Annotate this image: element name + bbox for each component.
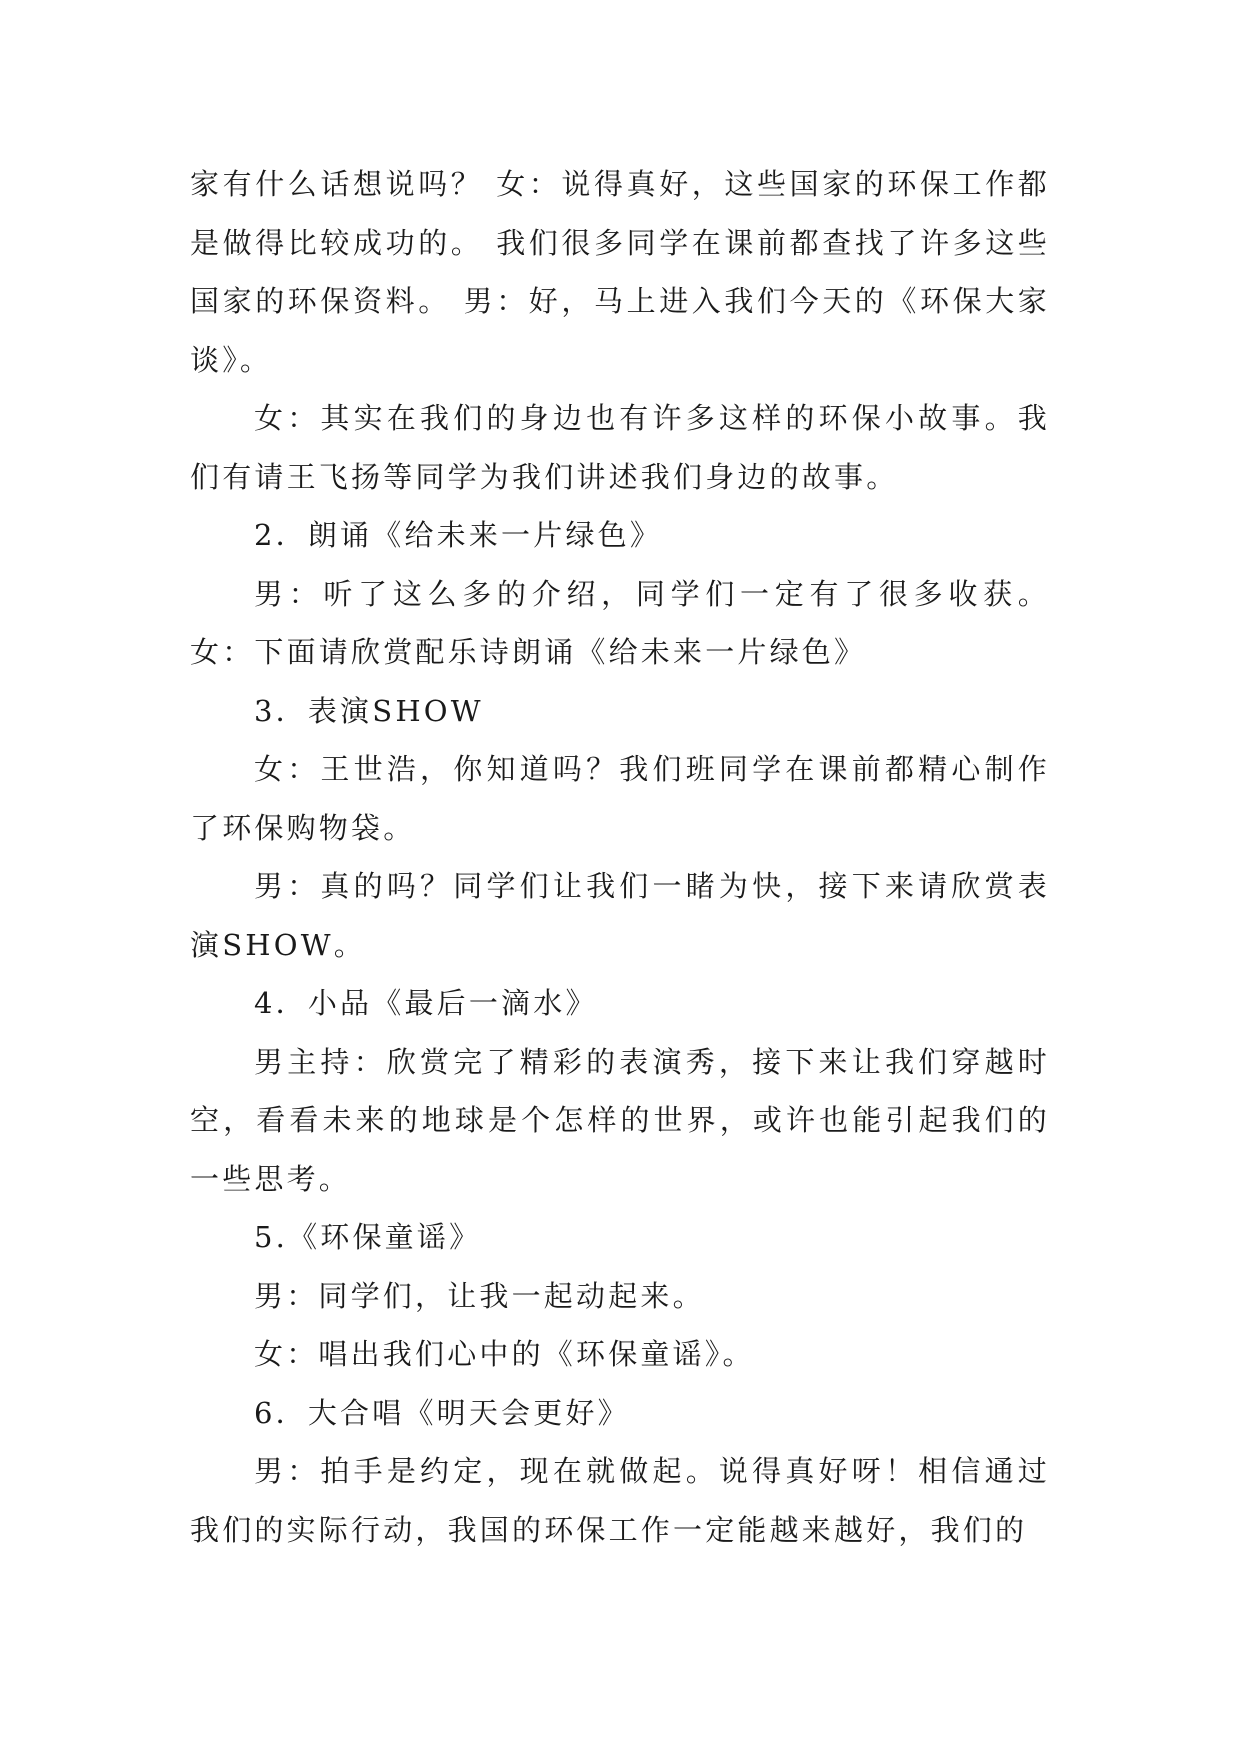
section-heading: 6．大合唱《明天会更好》 (254, 1395, 630, 1430)
paragraph-continued: 家有什么话想说吗？ 女：说得真好，这些国家的环保工作都是做得比较成功的。 我们很多同学在课前都查找了许多这些国家的环保资料。 男：好，马上进入我们今天的《环保大家谈》。 (190, 167, 1050, 377)
paragraph: 男：拍手是约定，现在就做起。说得真好呀！相信通过我们的实际行动，我国的环保工作一定能越来越好，我们的 (190, 1454, 1050, 1547)
section-heading: 3．表演SHOW (254, 693, 484, 728)
section-heading: 4．小品《最后一滴水》 (254, 986, 598, 1020)
section-heading: 5.《环保童谣》 (254, 1220, 482, 1254)
paragraph: 女：其实在我们的身边也有许多这样的环保小故事。我们有请王飞扬等同学为我们讲述我们身边的故事。 (190, 401, 1050, 494)
document-page (190, 155, 1050, 1559)
section-heading: 2．朗诵《给未来一片绿色》 (254, 518, 663, 552)
paragraph: 男主持：欣赏完了精彩的表演秀，接下来让我们穿越时空，看看未来的地球是个怎样的世界，或许也能引起我们的一些思考。 (190, 1044, 1050, 1196)
paragraph: 男：同学们，让我一起动起来。 (254, 1278, 705, 1313)
paragraph: 女：王世浩，你知道吗？我们班同学在课前都精心制作了环保购物袋。 (190, 752, 1050, 845)
paragraph: 女：唱出我们心中的《环保童谣》。 (254, 1337, 755, 1371)
paragraph: 男：听了这么多的介绍，同学们一定有了很多收获。女：下面请欣赏配乐诗朗诵《给未来一片绿色》 (190, 576, 1050, 669)
paragraph: 男：真的吗？同学们让我们一睹为快，接下来请欣赏表演SHOW。 (190, 869, 1050, 962)
